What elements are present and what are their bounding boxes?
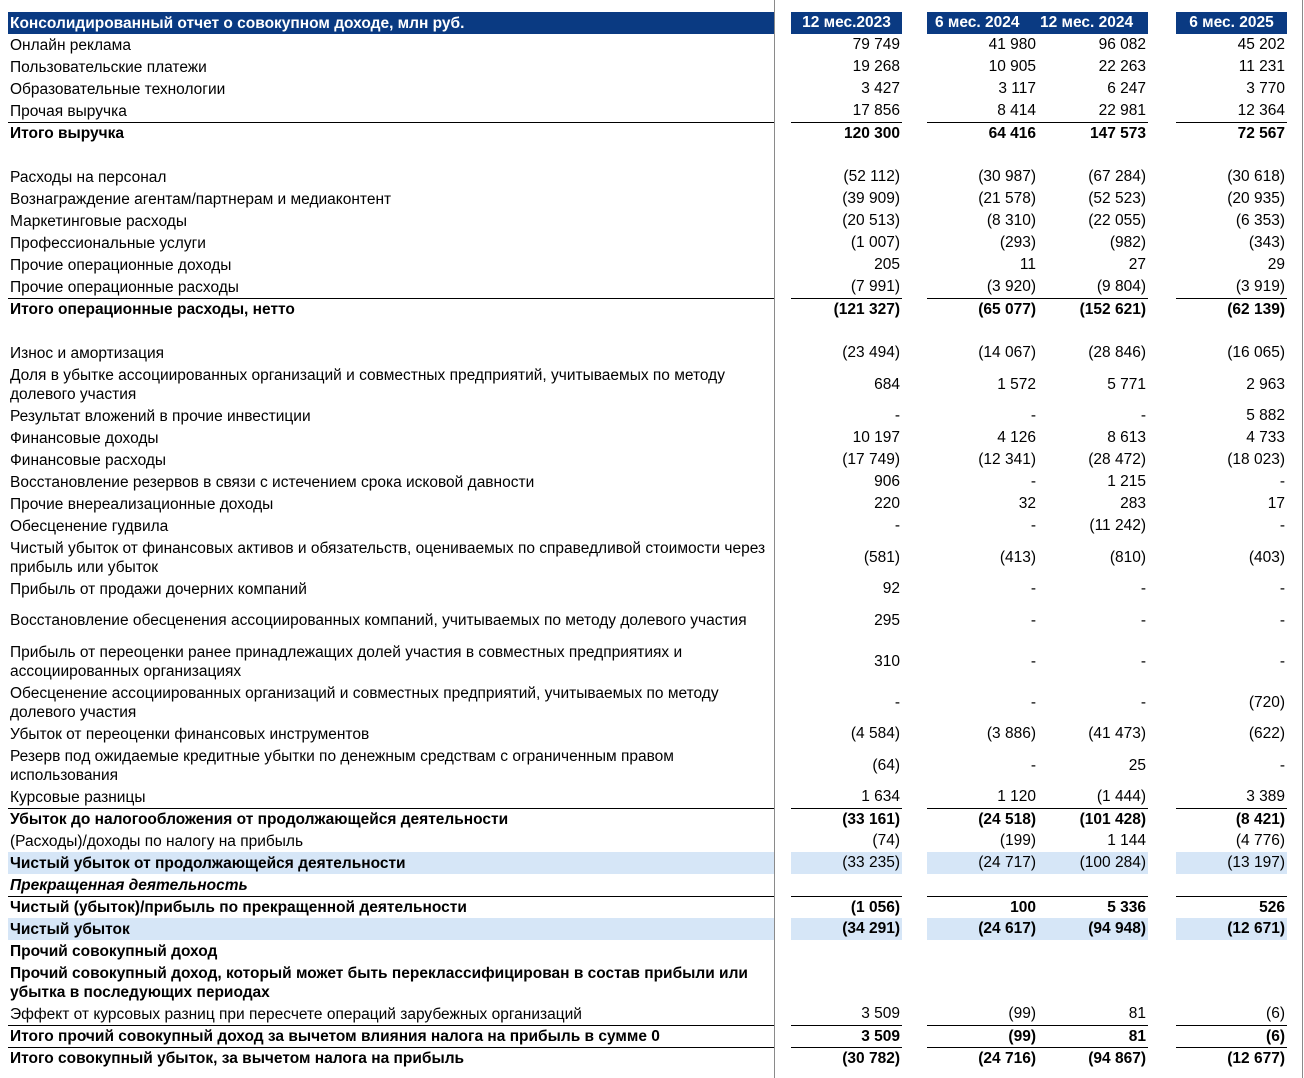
row-value-2: (11 242) [1089,517,1146,534]
table-row [0,808,1304,830]
row-value-2: 5 336 [1038,896,1148,918]
row-value-3: - [1279,517,1285,534]
row-value-1: (293) [999,234,1036,251]
row-value-1: 1 572 [997,375,1036,393]
row-value-2: - [1140,693,1146,711]
row-value-2: 25 [1128,756,1146,774]
row-value-1: (12 341) [978,451,1036,468]
row-value-3 [1176,144,1287,166]
table-row [0,34,1304,56]
row-value-3: - [1279,473,1285,490]
row-value-0: (4 584) [850,725,900,742]
table-row [0,122,1304,144]
row-value-3: 12 364 [1237,102,1285,119]
row-value-1: (24 717) [927,852,1038,874]
row-value-1: - [1030,611,1036,629]
row-label: Чистый убыток [8,918,774,940]
row-value-3: (30 618) [1227,168,1285,185]
row-value-3: - [1279,652,1285,670]
row-value-2 [1038,874,1148,896]
row-value-1: - [1030,580,1036,597]
row-value-1 [927,874,1038,896]
table-row [0,852,1304,874]
table-row [0,1047,1304,1069]
row-value-3: (20 935) [1227,190,1285,207]
column-divider [774,0,775,1078]
row-label: Пользовательские платежи [10,58,207,76]
row-label: Чистый убыток от продолжающейся деятельности [8,852,774,874]
table-row [0,427,1304,449]
row-value-0 [791,962,902,1003]
row-value-1: - [1030,652,1036,670]
table-row [0,56,1304,78]
row-value-2: 96 082 [1098,36,1146,53]
row-value-0: (1 007) [850,234,900,251]
row-value-0: 19 268 [852,58,900,75]
row-value-3: 3 770 [1246,80,1285,97]
row-value-2: (28 472) [1088,451,1146,468]
row-value-0: 79 749 [852,36,900,53]
row-value-1: (3 886) [986,725,1036,742]
row-value-0: (7 991) [850,278,900,295]
row-label: Убыток от переоценки финансовых инструментов [10,725,370,743]
row-value-0: 205 [874,256,900,273]
row-label: Итого прочий совокупный доход за вычетом влияния налога на прибыль в сумме 0 [8,1025,774,1047]
row-value-0: 220 [874,495,900,512]
row-value-1: (99) [927,1025,1038,1047]
row-value-3: 4 733 [1246,429,1285,446]
row-value-0: 120 300 [791,122,902,144]
row-value-0: (17 749) [842,451,900,468]
row-value-1: (24 716) [927,1047,1038,1069]
row-value-3: (4 776) [1235,832,1285,849]
row-label: Прибыль от продажи дочерних компаний [10,580,307,598]
table-row [0,493,1304,515]
row-value-1: (21 578) [978,190,1036,207]
table-row [0,449,1304,471]
row-value-2 [1038,962,1148,1003]
table-row [0,276,1304,298]
row-value-0: (52 112) [843,168,900,185]
row-label: Чистый (убыток)/прибыль по прекращенной деятельности [8,896,774,918]
row-value-0: (20 513) [842,212,900,229]
period-header-2: 12 мес. 2024 [1038,12,1148,34]
row-value-2: (22 055) [1088,212,1146,229]
row-value-2: 5 771 [1107,375,1146,393]
row-value-0: (581) [863,548,900,566]
row-value-3: (6 353) [1235,212,1285,229]
row-value-0 [791,874,902,896]
row-label: Прочий совокупный доход [10,942,218,960]
row-label: Чистый убыток от финансовых активов и обязательств, оцениваемых по справедливой стоимости через прибыль или убыток [10,539,766,576]
row-value-0: (33 235) [791,852,902,874]
row-value-1: (30 987) [978,168,1036,185]
table-row [0,78,1304,100]
row-value-3 [1176,940,1287,962]
row-value-0 [791,320,902,342]
row-label: Доля в убытке ассоциированных организаций и совместных предприятий, учитываемых по методу долевого участия [10,366,725,403]
row-value-0: 1 634 [861,788,900,805]
period-header-1: 6 мес. 2024 [927,12,1038,34]
row-value-0: 906 [874,473,900,490]
row-value-1: 100 [927,896,1038,918]
table-row [0,1025,1304,1047]
row-label: Прочие внереализационные доходы [10,495,274,513]
row-value-0: 92 [882,580,900,597]
table-row [0,896,1304,918]
row-value-1: 4 126 [997,429,1036,446]
row-value-0: (34 291) [791,918,902,940]
table-row [0,166,1304,188]
row-label: Обесценение ассоциированных организаций и совместных предприятий, учитываемых по методу долевого участия [10,684,719,721]
row-value-0 [791,144,902,166]
row-value-1: - [1030,693,1036,711]
row-value-1 [927,320,1038,342]
row-value-2: - [1140,611,1146,629]
table-row [0,298,1304,320]
row-label: Восстановление обесценения ассоциированных компаний, учитываемых по методу долевого участия [10,612,747,629]
row-value-3: (6) [1266,1005,1285,1022]
table-row [0,830,1304,852]
row-value-3: - [1279,756,1285,774]
row-value-3: 72 567 [1176,122,1287,144]
table-row [0,405,1304,427]
table-row [0,1003,1304,1025]
row-value-0 [791,940,902,962]
row-value-0: 684 [874,375,900,393]
row-value-2: 81 [1128,1005,1146,1022]
row-value-0: (39 909) [842,190,900,207]
row-value-3: - [1279,580,1285,597]
row-label: Эффект от курсовых разниц при пересчете операций зарубежных организаций [10,1005,582,1023]
row-value-1: - [1030,473,1036,490]
row-value-1: (413) [999,548,1036,566]
table-row [0,537,1304,578]
row-value-2: (152 621) [1038,298,1148,320]
row-value-0: (33 161) [791,808,902,830]
table-row [0,682,1304,723]
row-value-0: - [894,407,900,424]
row-value-3: (343) [1248,234,1285,251]
table-header [0,12,1304,34]
row-value-2: - [1140,580,1146,597]
row-value-2: 8 613 [1107,429,1146,446]
row-value-1 [927,962,1038,1003]
row-label: Образовательные технологии [10,80,226,98]
row-value-1: - [1030,407,1036,424]
row-value-3: (16 065) [1227,344,1285,361]
table-row [0,578,1304,600]
row-value-2: 283 [1120,495,1146,512]
table-row [0,745,1304,786]
row-value-0: (64) [872,756,900,774]
row-value-2: (41 473) [1088,725,1146,742]
table-row [0,515,1304,537]
row-value-1: - [1030,517,1036,534]
table-row [0,100,1304,122]
row-value-1: - [1030,756,1036,774]
row-label: Убыток до налогообложения от продолжающейся деятельности [8,808,774,830]
row-value-2: (982) [1109,234,1146,251]
table-row [0,600,1304,641]
row-value-1 [927,940,1038,962]
period-header-3: 6 мес. 2025 [1176,12,1287,34]
row-value-1: 11 [1019,256,1036,273]
table-row [0,364,1304,405]
row-value-3: (720) [1248,693,1285,711]
row-value-0: (1 056) [791,896,902,918]
row-value-2: 1 215 [1107,473,1146,490]
row-label: Результат вложений в прочие инвестиции [10,407,311,425]
row-value-3: 29 [1267,256,1285,273]
row-value-0: 295 [874,611,900,629]
table-row [0,874,1304,896]
row-label: (Расходы)/доходы по налогу на прибыль [10,832,304,850]
row-value-3: 17 [1267,495,1285,512]
row-value-3: (12 677) [1176,1047,1287,1069]
row-value-1: (24 617) [927,918,1038,940]
row-value-0: 17 856 [852,102,900,119]
table-row [0,188,1304,210]
table-row [0,210,1304,232]
row-value-2: (52 523) [1088,190,1146,207]
row-value-2: 22 981 [1098,102,1146,119]
row-label [8,320,774,342]
row-value-2 [1038,320,1148,342]
table-row [0,471,1304,493]
row-value-2: 6 247 [1107,80,1146,97]
row-label [8,144,774,166]
row-value-1 [927,144,1038,166]
row-value-2: 147 573 [1038,122,1148,144]
row-value-3: (622) [1248,725,1285,742]
row-value-2: 22 263 [1098,58,1146,75]
table-title: Консолидированный отчет о совокупном доходе, млн руб. [8,12,774,34]
row-value-1: (99) [1008,1005,1036,1022]
table-row [0,918,1304,940]
row-value-3: - [1279,611,1285,629]
row-value-3: 2 963 [1246,375,1285,393]
row-value-3: 5 882 [1246,407,1285,424]
row-value-3: (13 197) [1176,852,1287,874]
row-value-0: 310 [874,652,900,670]
row-value-0: - [894,693,900,711]
table-row [0,641,1304,682]
table-row [0,320,1304,342]
row-value-0: (23 494) [842,344,900,361]
row-label: Обесценение гудвила [10,517,169,535]
row-value-3: 11 231 [1238,58,1285,75]
table-row [0,232,1304,254]
row-label: Курсовые разницы [10,788,146,806]
row-value-2: (9 804) [1096,278,1146,295]
row-label: Финансовые доходы [10,429,159,447]
row-value-2: (1 444) [1096,788,1146,805]
row-value-1: (14 067) [978,344,1036,361]
right-border [1302,0,1303,1078]
row-value-2 [1038,940,1148,962]
row-label: Прибыль от переоценки ранее принадлежащих долей участия в совместных предприятиях и ассоциированных организациях [10,643,683,680]
table-row [0,786,1304,808]
table-row [0,342,1304,364]
row-value-0: (121 327) [791,298,902,320]
table-row [0,254,1304,276]
table-body [0,34,1304,1069]
table-row [0,962,1304,1003]
row-value-3: (8 421) [1176,808,1287,830]
row-value-2: 27 [1128,256,1146,273]
row-value-3: (6) [1176,1025,1287,1047]
row-value-3: (403) [1248,548,1285,566]
row-value-2: - [1140,407,1146,424]
row-value-3: 526 [1176,896,1287,918]
table-row [0,723,1304,745]
row-value-3: 45 202 [1237,36,1285,53]
row-label: Онлайн реклама [10,36,131,54]
row-label: Итого выручка [8,122,774,144]
row-value-2: (101 428) [1038,808,1148,830]
row-value-3 [1176,874,1287,896]
row-value-2: 1 144 [1107,832,1146,849]
row-value-2: - [1140,652,1146,670]
row-value-2: (28 846) [1088,344,1146,361]
row-label: Резерв под ожидаемые кредитные убытки по денежным средствам с ограниченным правом использования [10,747,674,784]
row-value-2: (94 948) [1038,918,1148,940]
row-label: Прочий совокупный доход, который может быть переклассифицирован в состав прибыли или убытка в последующих периодах [10,964,748,1001]
row-value-0: 3 509 [791,1025,902,1047]
row-value-1: 1 120 [997,788,1036,805]
period-header-0: 12 мес.2023 [791,12,902,34]
row-value-0: 3 427 [861,80,900,97]
row-label: Износ и амортизация [10,344,165,362]
row-value-3 [1176,320,1287,342]
row-value-0: (74) [872,832,900,849]
row-value-2 [1038,144,1148,166]
row-value-0: 3 509 [861,1005,900,1022]
row-label: Прочие операционные расходы [10,278,239,296]
row-label: Вознаграждение агентам/партнерам и медиаконтент [10,190,392,208]
row-value-2: (810) [1109,548,1146,566]
row-value-3: (3 919) [1235,278,1285,295]
row-label: Маркетинговые расходы [10,212,187,230]
row-value-1: 41 980 [988,36,1036,53]
row-value-1: (199) [999,832,1036,849]
row-value-2: (100 284) [1038,852,1148,874]
row-label: Итого операционные расходы, нетто [8,298,774,320]
row-value-1: 3 117 [998,80,1036,97]
row-value-3: (62 139) [1176,298,1287,320]
row-value-2: 81 [1038,1025,1148,1047]
row-label: Прочая выручка [10,102,127,120]
row-value-2: (67 284) [1088,168,1146,185]
row-value-3: 3 389 [1246,788,1285,805]
row-label: Прочие операционные доходы [10,256,232,274]
row-value-3 [1176,962,1287,1003]
row-value-1: (8 310) [986,212,1036,229]
row-label: Итого совокупный убыток, за вычетом налога на прибыль [8,1047,774,1069]
table-row [0,144,1304,166]
row-value-1: 64 416 [927,122,1038,144]
row-label: Профессиональные услуги [10,234,206,252]
row-value-2: (94 867) [1038,1047,1148,1069]
row-value-3: (12 671) [1176,918,1287,940]
row-value-1: (65 077) [927,298,1038,320]
row-value-3: (18 023) [1227,451,1285,468]
row-value-1: 32 [1018,495,1036,512]
row-value-1: 10 905 [988,58,1036,75]
row-label: Финансовые расходы [10,451,167,469]
row-label: Прекращенная деятельность [10,876,248,894]
row-label: Расходы на персонал [10,168,167,186]
row-value-0: 10 197 [852,429,900,446]
row-label: Восстановление резервов в связи с истечением срока исковой давности [10,473,535,491]
row-value-1: (24 518) [927,808,1038,830]
row-value-1: (3 920) [986,278,1036,295]
row-value-0: (30 782) [791,1047,902,1069]
row-value-0: - [894,517,900,534]
row-value-1: 8 414 [997,102,1036,119]
table-row [0,940,1304,962]
